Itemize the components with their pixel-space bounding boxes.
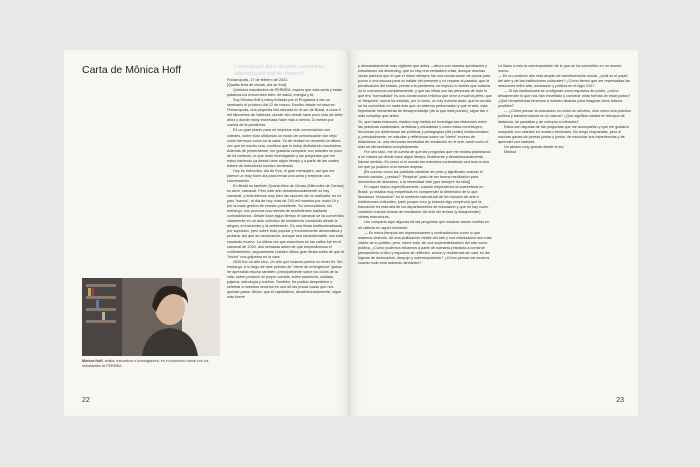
paragraph: [Quarta-feira de cinzas, día de Eva] <box>227 83 286 88</box>
paragraph: Florianópolis, 17 de febrero de 2021. <box>227 78 289 82</box>
paragraph: Hoy es miércoles, día de Eva, el gran mensajero, así que me parece un muy buen día para enviar una carta y empezar una conversación. <box>227 168 335 183</box>
paragraph: Un abrazo muy grande desde el sur, <box>504 144 565 149</box>
photo-caption <box>82 359 222 368</box>
left-page <box>64 50 350 416</box>
paragraph: 2020 fue un año raro. Un año que todavía parece no tener fin. Sin embargo, a lo largo de este periodo de "cierre de emergencia" global he aprendido mucho también, principalmente sobre los ciclos de la vida, sobre producir mi propio comida, sobre paciencia, cuidado, pájaros, astrología y sueños. También, he podido despedirme y celebrar a nuestros muertos en una de las pocas cosas que nos quedan pasar. Ahora, que el capitalismo, desafortunadamente, sigue más fuerte <box>227 259 343 300</box>
portrait-image <box>82 278 220 356</box>
paragraph: Por otro lado, me di cuenta de que las preguntas que me estaba planteando a mí misma ya desde hace algún tiempo, finalmente y desafortunadamente, hacían sentido. Es como si el mundo las estuviera contestando una tras la otra sin que yo pudiera ni al menos respirar. <box>358 149 491 169</box>
paragraph: y descaradamente más vigilante que antes —ahora con nuestra aprobación y entusiasmo vía streaming; que no hay una verdadera crisis, aunque muchas veces parezca que el que el futuro siempre fue una construcción de pocos para pocos o una excusa para no hablar del presente y no reparar el pasado; que la privatización del estado, previa a la pandemia, se exploró a niveles que todavía no lo conocemos completamente, y que las niñas son las personas de todo lo que era "normalidad" es una construcción retórica que sirve a muchos jefes; que el "después" nunca ha existido, por lo tanto, no hay marcha atrás; que la verdad se ha convertido en nada más que un sistema performativo y que el arte, está importante herramienta de desaprendizaje (de lo que está puesto), sigue tan o más complejo que antes. <box>358 64 492 119</box>
paragraph: Le llamo a esto la sobrexposición de lo que se ha convertido en un mundo nuevo. <box>498 64 622 74</box>
paragraph: [Es curioso como las palabras cambian de peso y significado cuando el mundo cambia. ¿verdad? "Respirar" pasó de ser buena meditación para momentos de descanso, a la necesidad vital (que siempre ha sido)] <box>358 169 483 185</box>
paragraph: Queridos estudiantes de PERMEA, espero que esta carta y estas palabras los encuentren bien: de salud, energía y fe. <box>227 88 342 98</box>
right-page <box>350 50 638 416</box>
paragraph: En aquel marco específicamente, cuando empezamos la cuarentena en Brasil, yo estaba muy empeñada en comprender la dimensión de lo que llamamos "educación" en el contexto estructural de los museos de arte e instituciones culturales, justo porque creo (y todavía sigo creyendo) que la educación es más allá de los departamentos de educación y que no hay como construir nuevas formas de mediación del arte sin revisar (y desaprender) ciertas estructuras. <box>358 185 489 220</box>
paragraph: Estas son algunas de las preguntas que me acompañan y que me gustaría compartir con ustedes en nuestro seminario. No tengo respuestas, pero sí muchas ganas de pensar juntas y juntos, de escuchar sus experiencias y de aprender con ustedes. <box>498 124 629 144</box>
page-title: Carta de Mônica Hoff <box>82 64 182 76</box>
paragraph: — En estos tiempos tan impresionantes y contradictorios como lo que estamos viviendo, de una politización visible del arte y una estetización aún más visible de lo político, pero, sobre todo, de una superestetización del arte como política, ¿Cómo podemos situarnos a partir de nuestras prácticas a construir pensamiento crítico y espacios de reflexión, acción y resistencia sin caer en las lógicas de dominación, despojo y sobreexposición? ¿Cómo pensar los museos cuando todo está ardiendo alrededor? <box>358 230 492 265</box>
paragraph: — Si las instituciones se configuran como espacios de poder, ¿cómo desaprender lo que nos han enseñado y construir otras formas de estar juntos? ¿Qué herramientas tenemos a nuestro alcance para imaginar otros futuros posibles? <box>498 89 631 109</box>
portrait-photo <box>82 278 220 356</box>
paragraph: Yo, que hasta entonces, estaba muy metida en investigar las relaciones entre las prácticas curatoriales, artísticas y educativas y cómo estas contribuyen, friccionan y/o determinan las políticas y pedagogías (del poder) institucionales; y, principalmente, en estudiar y reflexionar sobre un "cierre" exceso de didactismo vs. una renovada necesidad de mediación en el arte, sentí como el todo se derrumbaba completamente. <box>358 119 489 149</box>
paragraph: — En un contexto aún más amplio de transformación social, ¿cuál es el papel del arte y de las instituciones culturales? ¿Cómo tienen que ser repensadas las relaciones entre arte, educación y política en el siglo XXI? <box>498 74 630 89</box>
body-column-1 <box>227 78 345 400</box>
caption-text: artista, educadora e investigadora, en el encuentro virtual con los estudiantes de PERMEA. <box>82 359 209 368</box>
paragraph: Les comparto aquí algunas de las preguntas que estaban dando vueltas en mi cabeza en aquel momento: <box>358 220 490 230</box>
magazine-spread <box>64 50 638 416</box>
paragraph: — ¿Cómo pensar la educación no como un servicio, sino como una práctica política y transformadora en sí misma? ¿Qué significa mediar en tiempos de distancia, de pantallas y de cuerpos confinados? <box>498 109 631 124</box>
paragraph: Mônica <box>504 149 517 154</box>
page-number-left: 22 <box>82 397 90 404</box>
paragraph: Soy Mônica Hoff y estoy invitada por el Programa a dar un seminario el próximo día 12 de marzo. Escribo desde mi casa en Florianópolis, una pequeña isla ubicada en el sur de Brasil, a unos 9 mil kilómetros de Valencia, donde vivo desde hace poco más de siete años y donde estoy encerrada hace más o menos 11 meses por cuenta de la pandemia. <box>227 98 343 128</box>
body-column-3 <box>498 64 632 400</box>
paragraph: En Brasil es también Quarta-feira de Cinzas (Miércoles de Ceniza), es decir, carnaval. Pero este año desafortunadamente no hay carnaval, y entendemos muy bien las razones de no realizarlo: en mi país "somos", al día de hoy, más de 240 mil muertos por covid-19 y por la mala gestión de nuestro presidente. Su convocatoria, sin embargo, nos provoca una mezcla de sentimientos bastante contradictorios. Desde hace algún tiempo el carnaval se ha convertido claramente en un acto colectivo de resistencia construido desde la alegría, el encuentro y la celebración. Es una fiesta institucionalizada, por supuesto, pero sobre todo popular y enormemente democrática y profana. Así que su cancelación, aunque sea incuestionable, nos está costando mucho. La última vez que estuvimos en las calles fue en el carnaval de 2020, dos semanas antes de que empezáramos el confinamiento, seguramente nuestro último gran fiesta antes de que el "futuro" nos golpeara en la cara. <box>227 183 345 259</box>
ghost-heading: Lorem ipsum dolor sit amet consectetur adipiscing elit sed do eiusmod <box>234 64 325 77</box>
body-column-2 <box>358 64 492 400</box>
page-number-right: 23 <box>616 397 624 404</box>
paragraph: Es un gran placer para mí empezar este conversación con ustedes, sobre todo utilizando un modo de comunicación tan viejo como hermoso como es la carta. Ya de verdad no recuerdo la última vez que he escrito una, confieso que lo estoy disfrutando muchísimo. Además de presentarme, me gustaría compartir con ustedes un poco de mi contexto, lo que ando investigando y las preguntas que me estoy haciendo ya desde hace algún tiempo y a partir de las cuales trataré de estructurar nuestro seminario. <box>227 128 343 168</box>
caption-name: Mônica Hoff, <box>82 359 104 363</box>
